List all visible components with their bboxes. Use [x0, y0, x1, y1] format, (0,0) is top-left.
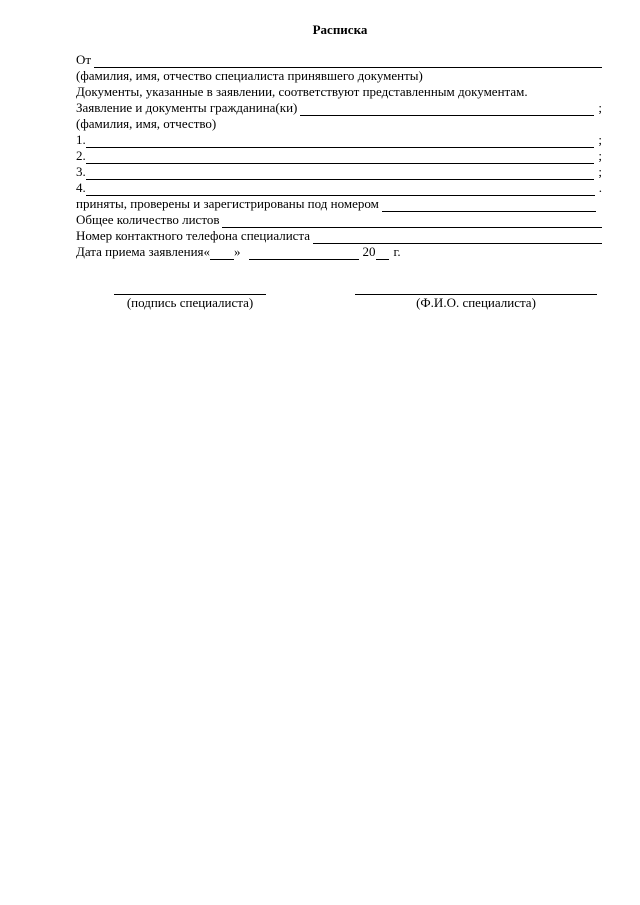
docs-match-line — [76, 84, 602, 100]
sheets-count-input-line[interactable] — [222, 216, 602, 228]
statement-label: Заявление и документы гражданина(ки) — [76, 100, 298, 115]
item-end: ; — [598, 164, 602, 179]
receipt-body — [76, 52, 602, 260]
phone-input-line[interactable] — [313, 232, 602, 244]
date-day-input-line[interactable] — [210, 248, 234, 260]
signature-caption: (подпись специалиста) — [126, 295, 254, 310]
from-input-line[interactable] — [94, 56, 602, 68]
item-number: 2. — [76, 148, 86, 163]
docs-match-text: Документы, указанные в заявлении, соответствуют представленным документам. — [76, 84, 528, 99]
statement-end: ; — [598, 100, 602, 115]
item-end: ; — [598, 132, 602, 147]
item-input-line[interactable] — [86, 184, 595, 196]
numbered-item-1 — [76, 132, 602, 148]
date-year-input-line[interactable] — [376, 248, 389, 260]
registration-number-input-line[interactable] — [382, 200, 596, 212]
item-number: 4. — [76, 180, 86, 195]
from-line — [76, 52, 602, 68]
phone-label: Номер контактного телефона специалиста — [76, 228, 311, 243]
specialist-name-input-line[interactable] — [355, 282, 597, 295]
item-number: 1. — [76, 132, 86, 147]
specialist-hint: (фамилия, имя, отчество специалиста принявшего документы) — [76, 68, 423, 83]
date-quote-close: » — [234, 244, 241, 259]
specialist-hint-line — [76, 68, 602, 84]
signature-block-right — [355, 282, 597, 311]
item-number: 3. — [76, 164, 86, 179]
numbered-item-2 — [76, 148, 602, 164]
date-month-input-line[interactable] — [249, 248, 359, 260]
sheets-line — [76, 212, 602, 228]
date-year-suffix: г. — [393, 244, 401, 259]
citizen-hint: (фамилия, имя, отчество) — [76, 116, 217, 131]
specialist-name-caption: (Ф.И.О. специалиста) — [416, 295, 536, 310]
item-end: ; — [598, 148, 602, 163]
date-year-prefix: 20 — [362, 244, 376, 259]
signature-block-left — [114, 282, 266, 311]
citizen-name-input-line[interactable] — [300, 104, 594, 116]
numbered-item-4 — [76, 180, 602, 196]
item-end: . — [598, 180, 602, 195]
citizen-hint-line — [76, 116, 602, 132]
from-label: От — [76, 52, 92, 67]
date-label: Дата приема заявления« — [76, 244, 211, 259]
item-input-line[interactable] — [86, 136, 595, 148]
sheets-label: Общее количество листов — [76, 212, 220, 227]
date-line — [76, 244, 602, 260]
signature-input-line[interactable] — [114, 282, 266, 295]
phone-line — [76, 228, 602, 244]
registered-line — [76, 196, 602, 212]
registered-label: приняты, проверены и зарегистрированы под номером — [76, 196, 379, 211]
document-title: Расписка — [312, 22, 368, 37]
item-input-line[interactable] — [86, 168, 595, 180]
item-input-line[interactable] — [86, 152, 595, 164]
statement-line — [76, 100, 602, 116]
numbered-item-3 — [76, 164, 602, 180]
